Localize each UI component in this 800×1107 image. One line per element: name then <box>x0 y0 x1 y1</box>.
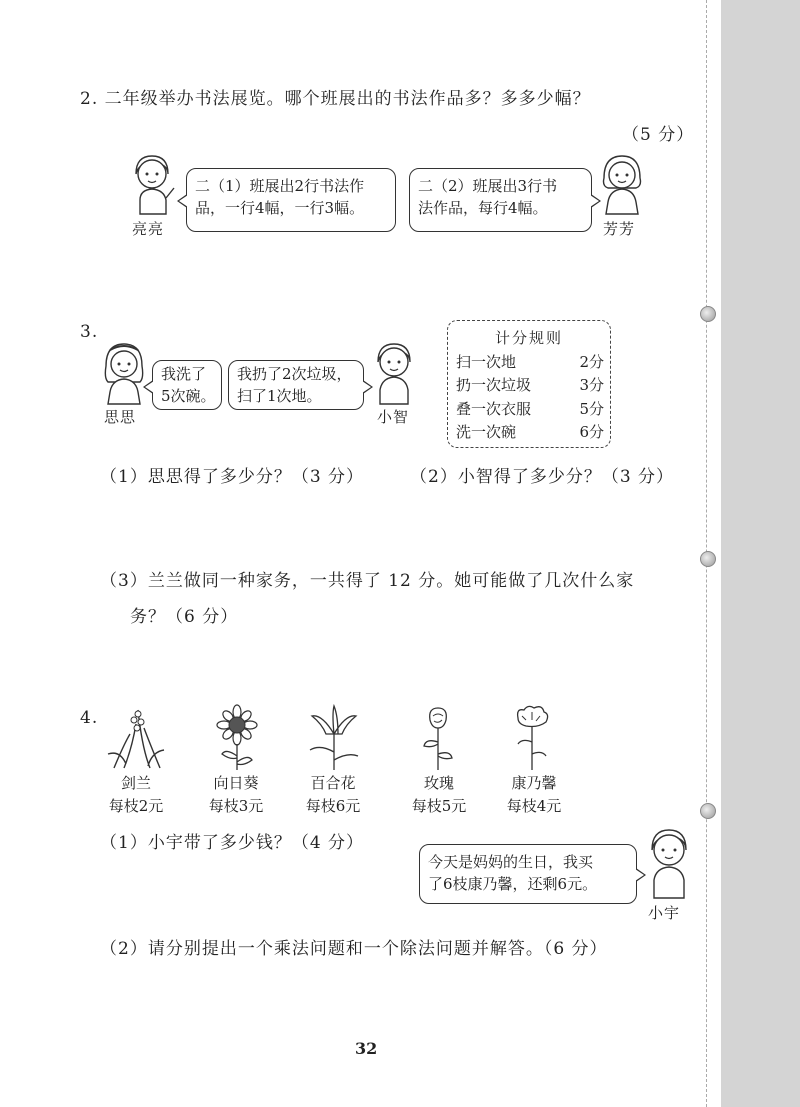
sunflower-icon <box>212 704 262 770</box>
q4-boy-name: 小宇 <box>648 904 681 922</box>
rule-points: 3分 <box>579 376 604 394</box>
flower-name: 剑兰 <box>120 774 151 792</box>
bubble-line: 我洗了 <box>161 365 207 383</box>
q2-right-speech-bubble <box>409 168 592 232</box>
boy-xiaozhi-figure <box>370 340 418 408</box>
bubble-line: 了6枝康乃馨，还剩6元。 <box>428 875 598 893</box>
rule-name: 叠一次衣服 <box>456 400 532 418</box>
binding-hole <box>700 306 716 322</box>
rule-name: 扫一次地 <box>456 353 517 371</box>
rule-name: 洗一次碗 <box>456 423 517 441</box>
q3-sub1: （1）思思得了多少分？（3 分） <box>100 467 365 487</box>
binding-hole <box>700 803 716 819</box>
binding-margin <box>721 0 800 1107</box>
girl-fangfang-figure <box>598 152 646 222</box>
bubble-line: 今天是妈妈的生日，我买 <box>428 853 594 871</box>
flower-price: 每枝5元 <box>411 797 467 815</box>
q4-number: 4. <box>80 708 99 728</box>
flower-name: 玫瑰 <box>423 774 454 792</box>
q3-sub3-line2: 务？（6 分） <box>130 607 239 627</box>
page-number: 32 <box>355 1039 378 1058</box>
flower-price: 每枝2元 <box>108 797 164 815</box>
q4-sub2: （2）请分别提出一个乘法问题和一个除法问题并解答。（6 分） <box>100 939 608 959</box>
rule-points: 2分 <box>579 353 604 371</box>
q2-left-speech-bubble <box>186 168 396 232</box>
q3-boy-name: 小智 <box>377 408 410 426</box>
flower-price: 每枝3元 <box>208 797 264 815</box>
q3-sub3-line1: （3）兰兰做同一种家务，一共得了 12 分。她可能做了几次什么家 <box>100 571 635 591</box>
rule-points: 6分 <box>579 423 604 441</box>
gladiolus-icon <box>104 704 170 770</box>
q3-boy-speech-bubble <box>228 360 364 410</box>
q2-score: （5 分） <box>622 125 695 145</box>
flower-name: 百合花 <box>310 774 356 792</box>
q3-number: 3. <box>80 322 99 342</box>
boy-liangliang-figure <box>128 152 176 222</box>
flower-price: 每枝6元 <box>305 797 361 815</box>
q3-girl-speech-bubble <box>152 360 222 410</box>
bubble-line: 我扔了2次垃圾， <box>237 365 352 383</box>
girl-sisi-figure <box>100 340 148 408</box>
rose-icon <box>418 706 458 770</box>
boy-xiaoyu-figure <box>644 826 694 902</box>
bubble-line: 二（1）班展出2行书法作 <box>195 177 365 195</box>
rule-name: 扔一次垃圾 <box>456 376 532 394</box>
bubble-line: 二（2）班展出3行书 <box>418 177 558 195</box>
rules-title: 计分规则 <box>494 329 563 347</box>
lily-icon <box>304 704 364 770</box>
q2-right-name: 芳芳 <box>603 220 636 238</box>
bubble-line: 品，一行4幅，一行3幅。 <box>195 199 365 217</box>
q4-sub1: （1）小宇带了多少钱？（4 分） <box>100 833 365 853</box>
bubble-line: 5次碗。 <box>161 387 216 405</box>
q4-speech-bubble <box>419 844 637 904</box>
flower-name: 康乃馨 <box>511 774 557 792</box>
q2-left-name: 亮亮 <box>132 220 165 238</box>
q2-title: 2. 二年级举办书法展览。哪个班展出的书法作品多？多多少幅？ <box>80 89 591 109</box>
carnation-icon <box>510 704 554 770</box>
scoring-rules-box <box>447 320 611 448</box>
q3-sub2: （2）小智得了多少分？（3 分） <box>410 467 675 487</box>
rule-points: 5分 <box>579 400 604 418</box>
binding-hole <box>700 551 716 567</box>
flower-price: 每枝4元 <box>506 797 562 815</box>
q3-girl-name: 思思 <box>104 408 137 426</box>
bubble-line: 扫了1次地。 <box>237 387 322 405</box>
bubble-line: 法作品，每行4幅。 <box>418 199 548 217</box>
flower-name: 向日葵 <box>213 774 259 792</box>
